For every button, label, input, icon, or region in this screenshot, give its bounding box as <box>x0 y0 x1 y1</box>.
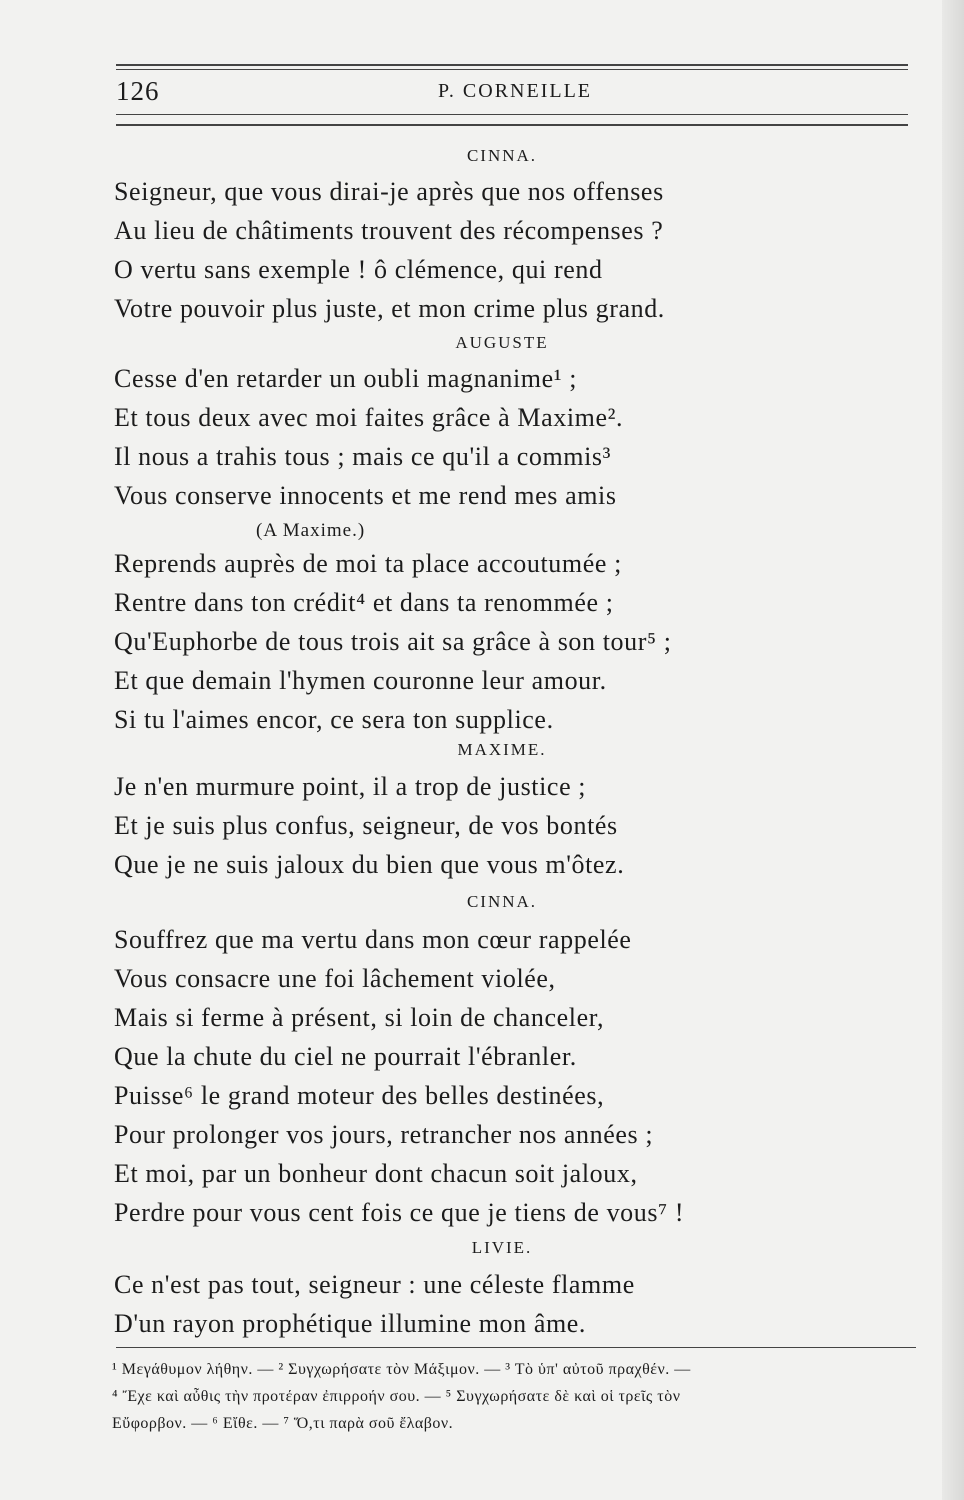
footnote-line: Εὔφορβον. — ⁶ Εἴθε. — ⁷ Ὅ,τι παρὰ σοῦ ἔλαβον. <box>112 1415 454 1432</box>
verse-line: Et je suis plus confus, seigneur, de vos bontés <box>114 811 618 840</box>
verse-line: Puisse⁶ le grand moteur des belles destinées, <box>114 1081 605 1110</box>
footnote-line: ⁴ Ἔχε καὶ αὖθις τὴν προτέραν ἐπιρροήν σου. — ⁵ Συγχωρήσατε δὲ καὶ οἱ τρεῖς τὸν <box>112 1388 681 1405</box>
running-title: P. CORNEILLE <box>438 80 592 102</box>
verse-line: Perdre pour vous cent fois ce que je tiens de vous⁷ ! <box>114 1198 685 1227</box>
verse-line: Et tous deux avec moi faites grâce à Maxime². <box>114 403 624 432</box>
verse-line: Cesse d'en retarder un oubli magnanime¹ ; <box>114 364 578 393</box>
verse-line: O vertu sans exemple ! ô clémence, qui rend <box>114 255 603 284</box>
verse-line: Seigneur, que vous dirai-je après que nos offenses <box>114 177 664 206</box>
verse-line: Au lieu de châtiments trouvent des récompenses ? <box>114 216 664 245</box>
stage-direction: (A Maxime.) <box>256 520 366 541</box>
verse-line: Et que demain l'hymen couronne leur amour. <box>114 666 607 695</box>
speaker-name: AUGUSTE <box>455 333 549 352</box>
verse-line: Reprends auprès de moi ta place accoutumée ; <box>114 549 622 578</box>
header-top-rule-thin <box>116 69 908 70</box>
footnotes <box>112 1356 932 1437</box>
speaker-name: LIVIE. <box>471 1238 533 1257</box>
verse-line: Je n'en murmure point, il a trop de justice ; <box>114 772 587 801</box>
verse-line: Il nous a trahis tous ; mais ce qu'il a commis³ <box>114 442 612 471</box>
footnote-line: ¹ Μεγάθυμον λήθην. — ² Συγχωρήσατε τὸν Μάξιμον. — ³ Τὸ ὑπ' αὐτοῦ πραχθέν. — <box>112 1361 691 1378</box>
verse-line: Rentre dans ton crédit⁴ et dans ta renommée ; <box>114 588 614 617</box>
verse-line: Que je ne suis jaloux du bien que vous m'ôtez. <box>114 850 625 879</box>
verse-line: Si tu l'aimes encor, ce sera ton supplice. <box>114 705 554 734</box>
header-top-rule <box>116 64 908 66</box>
verse-line: Pour prolonger vos jours, retrancher nos années ; <box>114 1120 654 1149</box>
header-bottom-rule <box>116 114 908 115</box>
verse-line: Souffrez que ma vertu dans mon cœur rappelée <box>114 925 632 954</box>
header-bottom-rule-thick <box>116 124 908 126</box>
footnote-rule <box>116 1347 916 1348</box>
speaker-name: MAXIME. <box>457 740 547 759</box>
verse-line: Mais si ferme à présent, si loin de chanceler, <box>114 1003 605 1032</box>
verse-line: Que la chute du ciel ne pourrait l'ébranler. <box>114 1042 577 1071</box>
speaker-name: CINNA. <box>466 146 538 165</box>
speaker-name: CINNA. <box>466 892 538 911</box>
verse-line: Vous consacre une foi lâchement violée, <box>114 964 556 993</box>
verse-line: D'un rayon prophétique illumine mon âme. <box>114 1309 587 1338</box>
verse-line: Vous conserve innocents et me rend mes amis <box>114 481 617 510</box>
verse-line: Votre pouvoir plus juste, et mon crime plus grand. <box>114 294 665 323</box>
verse-line: Qu'Euphorbe de tous trois ait sa grâce à son tour⁵ ; <box>114 627 672 656</box>
verse-line: Ce n'est pas tout, seigneur : une céleste flamme <box>114 1270 635 1299</box>
page-number: 126 <box>116 76 160 106</box>
verse-line: Et moi, par un bonheur dont chacun soit jaloux, <box>114 1159 638 1188</box>
